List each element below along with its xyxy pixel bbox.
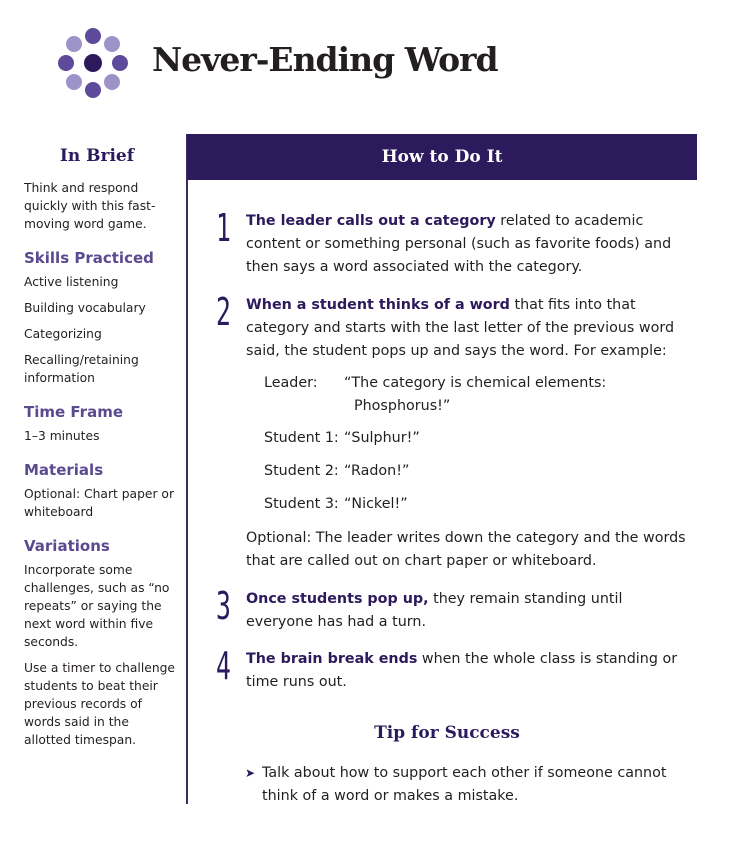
skill-item: Categorizing bbox=[24, 327, 102, 341]
arrow-bullet-icon: ➤ bbox=[245, 766, 256, 780]
sidebar-divider bbox=[186, 134, 188, 804]
step-number: 3 bbox=[216, 584, 231, 628]
example-quote: “Nickel!” bbox=[344, 496, 408, 512]
time-frame-heading: Time Frame bbox=[24, 403, 124, 421]
example-quote: “Sulphur!” bbox=[344, 430, 420, 446]
example-speaker: Leader: bbox=[264, 375, 318, 391]
example-speaker: Student 3: bbox=[264, 496, 339, 512]
dots-logo-icon bbox=[56, 26, 130, 100]
how-to-banner: How to Do It bbox=[187, 134, 697, 180]
tip-text: Talk about how to support each other if someone cannot think of a word or makes a mistake. bbox=[262, 765, 667, 804]
variation-item: Use a timer to challenge students to beat their previous records of words said in the allotted timespan. bbox=[24, 661, 175, 747]
variations-heading: Variations bbox=[24, 537, 110, 555]
step-number: 4 bbox=[216, 644, 231, 688]
tip-heading: Tip for Success bbox=[374, 723, 520, 743]
example-quote: “The category is chemical elements: Phosphorus!” bbox=[344, 375, 607, 414]
step-text: Once students pop up, they remain standing until everyone has had a turn. bbox=[246, 591, 623, 630]
step-number: 1 bbox=[216, 206, 231, 250]
in-brief-sidebar bbox=[24, 146, 176, 757]
in-brief-heading: In Brief bbox=[59, 146, 135, 166]
time-frame-text: 1–3 minutes bbox=[24, 429, 100, 443]
variation-item: Incorporate some challenges, such as “no repeats” or saying the next word within five seconds. bbox=[24, 563, 170, 649]
intro-text: Think and respond quickly with this fast-moving word game. bbox=[24, 181, 156, 231]
materials-heading: Materials bbox=[24, 461, 104, 479]
skill-item: Active listening bbox=[24, 275, 119, 289]
step-text: The leader calls out a category related to academic content or something personal (such as favorite foods) and then says a word associated with the category. bbox=[246, 213, 672, 275]
skill-item: Recalling/retaining information bbox=[24, 353, 139, 385]
example-speaker: Student 2: bbox=[264, 463, 339, 479]
example-speaker: Student 1: bbox=[264, 430, 339, 446]
step-number: 2 bbox=[216, 290, 231, 334]
example-quote: “Radon!” bbox=[344, 463, 410, 479]
step-text: When a student thinks of a word that fits into that category and starts with the last letter of the previous word said, the student pops up and says the word. For example: bbox=[246, 297, 675, 359]
materials-text: Optional: Chart paper or whiteboard bbox=[24, 487, 175, 519]
skill-item: Building vocabulary bbox=[24, 301, 146, 315]
page-title: Never-Ending Word bbox=[152, 40, 498, 79]
optional-note: Optional: The leader writes down the category and the words that are called out on chart paper or whiteboard. bbox=[246, 530, 686, 569]
skills-heading: Skills Practiced bbox=[24, 249, 154, 267]
step-text: The brain break ends when the whole class is standing or time runs out. bbox=[246, 651, 678, 690]
